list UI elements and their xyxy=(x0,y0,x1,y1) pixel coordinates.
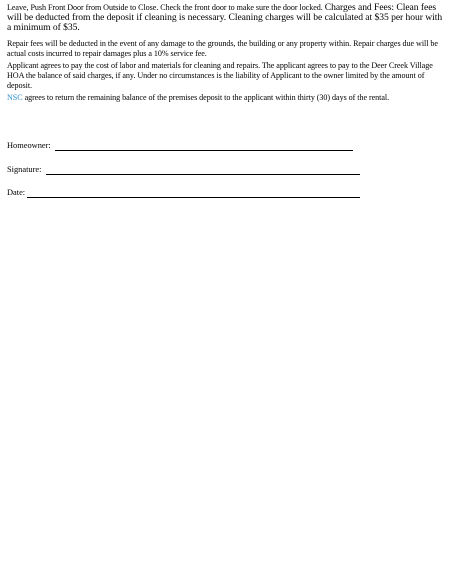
repair-fees-paragraph: Repair fees will be deducted in the event of any damage to the grounds, the building or any property within. Repair charges due will be actual costs incurred to repair damages plus a 10% service fee. xyxy=(7,39,438,58)
date-line xyxy=(27,197,360,198)
nsc-organization-name: NSC xyxy=(7,93,23,102)
signature-label: Signature: xyxy=(7,165,42,174)
door-closing-instructions: Leave, Push Front Door from Outside to Close. Check the front door to make sure the door locked. xyxy=(7,3,325,12)
signature-line xyxy=(46,174,360,175)
date-label: Date: xyxy=(7,188,26,197)
charges-and-fees-text: Charges and Fees: Clean fees will be deducted from the deposit if cleaning is necessary. Cleaning charges will be calculated at $35 per hour with a minimum of $35. xyxy=(7,2,443,33)
deposit-return-paragraph xyxy=(7,93,443,103)
labor-materials-paragraph: Applicant agrees to pay the cost of labor and materials for cleaning and repairs. The applicant agrees to pay to the Deer Creek Village HOA the balance of said charges, if any. Under no circumstances is the liability of Applicant to the owner limited by the amount of deposit. xyxy=(7,61,433,90)
cleaning-charges-paragraph xyxy=(7,3,443,33)
deposit-return-text: agrees to return the remaining balance of the premises deposit to the applicant within thirty (30) days of the rental. xyxy=(22,93,390,102)
homeowner-signature-line xyxy=(55,150,353,151)
homeowner-label: Homeowner: xyxy=(7,141,51,150)
